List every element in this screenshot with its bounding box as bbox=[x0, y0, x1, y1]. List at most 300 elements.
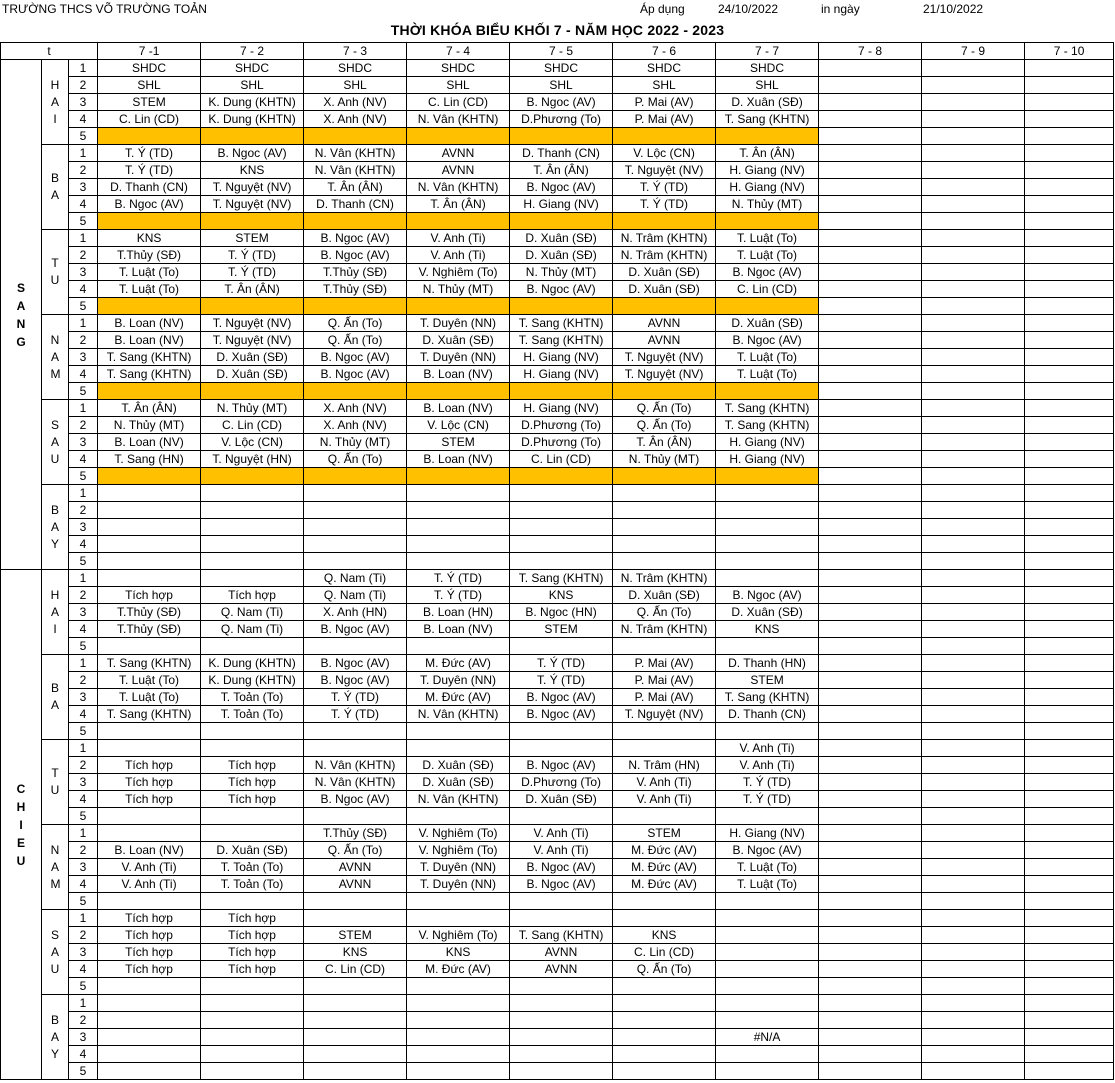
lesson-cell[interactable]: B. Ngoc (AV) bbox=[304, 791, 407, 808]
lesson-cell[interactable] bbox=[1025, 1029, 1114, 1046]
lesson-cell[interactable]: C. Lin (CD) bbox=[510, 451, 613, 468]
lesson-cell[interactable] bbox=[1025, 740, 1114, 757]
lesson-cell[interactable] bbox=[201, 1029, 304, 1046]
lesson-cell[interactable] bbox=[819, 587, 922, 604]
lesson-cell[interactable]: SHDC bbox=[407, 60, 510, 77]
lesson-cell[interactable]: B. Loan (NV) bbox=[407, 400, 510, 417]
lesson-cell[interactable] bbox=[922, 706, 1025, 723]
lesson-cell[interactable] bbox=[613, 468, 716, 485]
lesson-cell[interactable] bbox=[1025, 859, 1114, 876]
lesson-cell[interactable] bbox=[922, 451, 1025, 468]
lesson-cell[interactable]: STEM bbox=[510, 621, 613, 638]
lesson-cell[interactable] bbox=[1025, 995, 1114, 1012]
lesson-cell[interactable] bbox=[304, 978, 407, 995]
lesson-cell[interactable] bbox=[1025, 1046, 1114, 1063]
lesson-cell[interactable] bbox=[922, 1063, 1025, 1080]
lesson-cell[interactable]: D. Xuân (SĐ) bbox=[613, 264, 716, 281]
lesson-cell[interactable] bbox=[510, 468, 613, 485]
lesson-cell[interactable] bbox=[819, 808, 922, 825]
lesson-cell[interactable]: Tích hợp bbox=[98, 927, 201, 944]
lesson-cell[interactable] bbox=[819, 400, 922, 417]
lesson-cell[interactable]: B. Loan (NV) bbox=[407, 451, 510, 468]
lesson-cell[interactable]: T. Nguyệt (NV) bbox=[613, 162, 716, 179]
lesson-cell[interactable]: Tích hợp bbox=[98, 757, 201, 774]
lesson-cell[interactable] bbox=[922, 604, 1025, 621]
lesson-cell[interactable] bbox=[922, 77, 1025, 94]
lesson-cell[interactable] bbox=[922, 264, 1025, 281]
lesson-cell[interactable]: SHL bbox=[304, 77, 407, 94]
lesson-cell[interactable]: B. Ngoc (AV) bbox=[716, 587, 819, 604]
lesson-cell[interactable]: V. Anh (Ti) bbox=[407, 230, 510, 247]
lesson-cell[interactable] bbox=[304, 536, 407, 553]
lesson-cell[interactable] bbox=[201, 502, 304, 519]
lesson-cell[interactable]: T. Toản (To) bbox=[201, 689, 304, 706]
lesson-cell[interactable]: D. Xuân (SĐ) bbox=[716, 315, 819, 332]
lesson-cell[interactable]: Q. Nam (Ti) bbox=[201, 604, 304, 621]
lesson-cell[interactable] bbox=[98, 723, 201, 740]
lesson-cell[interactable] bbox=[98, 485, 201, 502]
lesson-cell[interactable]: M. Đức (AV) bbox=[613, 876, 716, 893]
lesson-cell[interactable] bbox=[819, 519, 922, 536]
lesson-cell[interactable] bbox=[819, 689, 922, 706]
lesson-cell[interactable]: STEM bbox=[304, 927, 407, 944]
lesson-cell[interactable]: C. Lin (CD) bbox=[613, 944, 716, 961]
lesson-cell[interactable]: B. Loan (NV) bbox=[98, 332, 201, 349]
lesson-cell[interactable]: Tích hợp bbox=[201, 910, 304, 927]
lesson-cell[interactable]: N. Thủy (MT) bbox=[716, 196, 819, 213]
lesson-cell[interactable] bbox=[201, 740, 304, 757]
lesson-cell[interactable]: AVNN bbox=[304, 859, 407, 876]
lesson-cell[interactable] bbox=[98, 1029, 201, 1046]
lesson-cell[interactable]: STEM bbox=[98, 94, 201, 111]
lesson-cell[interactable]: V. Anh (Ti) bbox=[407, 247, 510, 264]
lesson-cell[interactable]: B. Ngoc (AV) bbox=[304, 672, 407, 689]
lesson-cell[interactable] bbox=[510, 978, 613, 995]
lesson-cell[interactable] bbox=[407, 808, 510, 825]
lesson-cell[interactable]: AVNN bbox=[407, 162, 510, 179]
lesson-cell[interactable]: T. Toản (To) bbox=[201, 706, 304, 723]
lesson-cell[interactable]: B. Ngoc (AV) bbox=[510, 281, 613, 298]
lesson-cell[interactable] bbox=[922, 417, 1025, 434]
lesson-cell[interactable] bbox=[922, 111, 1025, 128]
lesson-cell[interactable] bbox=[510, 995, 613, 1012]
lesson-cell[interactable]: B. Ngoc (AV) bbox=[716, 332, 819, 349]
lesson-cell[interactable] bbox=[922, 723, 1025, 740]
lesson-cell[interactable] bbox=[922, 502, 1025, 519]
lesson-cell[interactable]: N. Vân (KHTN) bbox=[407, 111, 510, 128]
lesson-cell[interactable] bbox=[922, 60, 1025, 77]
lesson-cell[interactable] bbox=[510, 723, 613, 740]
lesson-cell[interactable] bbox=[922, 570, 1025, 587]
lesson-cell[interactable] bbox=[1025, 366, 1114, 383]
lesson-cell[interactable] bbox=[613, 808, 716, 825]
lesson-cell[interactable]: X. Anh (NV) bbox=[304, 400, 407, 417]
lesson-cell[interactable]: B. Ngoc (AV) bbox=[304, 621, 407, 638]
lesson-cell[interactable]: T. Toản (To) bbox=[201, 859, 304, 876]
lesson-cell[interactable] bbox=[819, 1012, 922, 1029]
lesson-cell[interactable]: D. Xuân (SĐ) bbox=[201, 366, 304, 383]
lesson-cell[interactable] bbox=[613, 485, 716, 502]
lesson-cell[interactable] bbox=[819, 825, 922, 842]
lesson-cell[interactable] bbox=[716, 383, 819, 400]
lesson-cell[interactable] bbox=[1025, 332, 1114, 349]
lesson-cell[interactable] bbox=[613, 553, 716, 570]
lesson-cell[interactable]: D. Xuân (SĐ) bbox=[407, 774, 510, 791]
lesson-cell[interactable] bbox=[510, 298, 613, 315]
lesson-cell[interactable] bbox=[1025, 349, 1114, 366]
lesson-cell[interactable]: AVNN bbox=[304, 876, 407, 893]
lesson-cell[interactable]: AVNN bbox=[613, 332, 716, 349]
lesson-cell[interactable]: KNS bbox=[510, 587, 613, 604]
lesson-cell[interactable] bbox=[716, 978, 819, 995]
lesson-cell[interactable] bbox=[922, 808, 1025, 825]
lesson-cell[interactable]: T. Nguyệt (NV) bbox=[613, 349, 716, 366]
lesson-cell[interactable]: Tích hợp bbox=[201, 791, 304, 808]
lesson-cell[interactable] bbox=[1025, 570, 1114, 587]
lesson-cell[interactable] bbox=[1025, 672, 1114, 689]
lesson-cell[interactable] bbox=[922, 740, 1025, 757]
lesson-cell[interactable]: C. Lin (CD) bbox=[304, 961, 407, 978]
lesson-cell[interactable] bbox=[819, 706, 922, 723]
lesson-cell[interactable]: T. Nguyệt (NV) bbox=[613, 706, 716, 723]
lesson-cell[interactable]: Q. Nam (Ti) bbox=[201, 621, 304, 638]
lesson-cell[interactable]: SHDC bbox=[98, 60, 201, 77]
lesson-cell[interactable] bbox=[98, 519, 201, 536]
lesson-cell[interactable]: T. Luật (To) bbox=[716, 876, 819, 893]
lesson-cell[interactable] bbox=[819, 281, 922, 298]
lesson-cell[interactable] bbox=[201, 468, 304, 485]
lesson-cell[interactable] bbox=[98, 536, 201, 553]
lesson-cell[interactable] bbox=[98, 978, 201, 995]
lesson-cell[interactable] bbox=[922, 944, 1025, 961]
lesson-cell[interactable]: B. Ngoc (AV) bbox=[510, 876, 613, 893]
lesson-cell[interactable] bbox=[407, 1029, 510, 1046]
lesson-cell[interactable]: V. Anh (Ti) bbox=[716, 757, 819, 774]
lesson-cell[interactable] bbox=[716, 927, 819, 944]
lesson-cell[interactable]: T. Sang (KHTN) bbox=[510, 332, 613, 349]
lesson-cell[interactable] bbox=[819, 434, 922, 451]
lesson-cell[interactable] bbox=[98, 808, 201, 825]
lesson-cell[interactable] bbox=[510, 1012, 613, 1029]
lesson-cell[interactable]: KNS bbox=[98, 230, 201, 247]
lesson-cell[interactable] bbox=[201, 485, 304, 502]
lesson-cell[interactable]: Q. Ấn (To) bbox=[304, 451, 407, 468]
lesson-cell[interactable]: D. Thanh (CN) bbox=[304, 196, 407, 213]
lesson-cell[interactable]: AVNN bbox=[510, 944, 613, 961]
lesson-cell[interactable] bbox=[98, 383, 201, 400]
lesson-cell[interactable] bbox=[1025, 604, 1114, 621]
lesson-cell[interactable]: T. Luật (To) bbox=[716, 366, 819, 383]
lesson-cell[interactable]: N. Vân (KHTN) bbox=[304, 162, 407, 179]
lesson-cell[interactable] bbox=[304, 995, 407, 1012]
lesson-cell[interactable] bbox=[510, 553, 613, 570]
lesson-cell[interactable] bbox=[510, 1046, 613, 1063]
lesson-cell[interactable]: T. Duyên (NN) bbox=[407, 349, 510, 366]
lesson-cell[interactable]: T. Nguyệt (NV) bbox=[201, 196, 304, 213]
lesson-cell[interactable] bbox=[922, 213, 1025, 230]
lesson-cell[interactable] bbox=[304, 638, 407, 655]
lesson-cell[interactable] bbox=[613, 502, 716, 519]
lesson-cell[interactable] bbox=[613, 1012, 716, 1029]
lesson-cell[interactable] bbox=[922, 621, 1025, 638]
lesson-cell[interactable] bbox=[1025, 94, 1114, 111]
lesson-cell[interactable]: N. Trâm (KHTN) bbox=[613, 570, 716, 587]
lesson-cell[interactable] bbox=[201, 570, 304, 587]
lesson-cell[interactable] bbox=[819, 791, 922, 808]
lesson-cell[interactable] bbox=[201, 893, 304, 910]
lesson-cell[interactable] bbox=[304, 910, 407, 927]
lesson-cell[interactable]: T. Ân (ÂN) bbox=[510, 162, 613, 179]
lesson-cell[interactable]: D.Phương (To) bbox=[510, 434, 613, 451]
lesson-cell[interactable]: B. Loan (NV) bbox=[98, 315, 201, 332]
lesson-cell[interactable] bbox=[304, 1063, 407, 1080]
lesson-cell[interactable] bbox=[304, 383, 407, 400]
lesson-cell[interactable] bbox=[922, 825, 1025, 842]
lesson-cell[interactable] bbox=[819, 638, 922, 655]
lesson-cell[interactable] bbox=[1025, 706, 1114, 723]
lesson-cell[interactable]: T. Sang (KHTN) bbox=[98, 366, 201, 383]
lesson-cell[interactable]: D. Xuân (SĐ) bbox=[510, 791, 613, 808]
lesson-cell[interactable] bbox=[922, 1029, 1025, 1046]
lesson-cell[interactable]: T. Sang (KHTN) bbox=[98, 655, 201, 672]
lesson-cell[interactable]: T. Sang (KHTN) bbox=[510, 570, 613, 587]
lesson-cell[interactable]: C. Lin (CD) bbox=[407, 94, 510, 111]
lesson-cell[interactable] bbox=[98, 825, 201, 842]
lesson-cell[interactable]: P. Mai (AV) bbox=[613, 672, 716, 689]
lesson-cell[interactable]: T. Ý (TD) bbox=[304, 689, 407, 706]
lesson-cell[interactable]: T. Sang (KHTN) bbox=[510, 315, 613, 332]
lesson-cell[interactable] bbox=[819, 213, 922, 230]
lesson-cell[interactable]: T. Ý (TD) bbox=[201, 264, 304, 281]
lesson-cell[interactable]: H. Giang (NV) bbox=[510, 349, 613, 366]
lesson-cell[interactable] bbox=[304, 1012, 407, 1029]
lesson-cell[interactable] bbox=[716, 502, 819, 519]
lesson-cell[interactable] bbox=[1025, 944, 1114, 961]
lesson-cell[interactable] bbox=[922, 876, 1025, 893]
lesson-cell[interactable]: N. Thủy (MT) bbox=[510, 264, 613, 281]
lesson-cell[interactable] bbox=[716, 944, 819, 961]
lesson-cell[interactable] bbox=[716, 213, 819, 230]
lesson-cell[interactable] bbox=[510, 1029, 613, 1046]
lesson-cell[interactable]: D. Xuân (SĐ) bbox=[201, 842, 304, 859]
lesson-cell[interactable]: T. Duyên (NN) bbox=[407, 876, 510, 893]
lesson-cell[interactable]: T. Ý (TD) bbox=[613, 196, 716, 213]
lesson-cell[interactable] bbox=[201, 553, 304, 570]
lesson-cell[interactable]: T. Luật (To) bbox=[98, 281, 201, 298]
lesson-cell[interactable] bbox=[819, 774, 922, 791]
lesson-cell[interactable]: N. Trâm (KHTN) bbox=[613, 230, 716, 247]
lesson-cell[interactable] bbox=[922, 145, 1025, 162]
lesson-cell[interactable] bbox=[819, 655, 922, 672]
lesson-cell[interactable]: Q. Ấn (To) bbox=[304, 315, 407, 332]
lesson-cell[interactable] bbox=[98, 213, 201, 230]
lesson-cell[interactable]: P. Mai (AV) bbox=[613, 689, 716, 706]
lesson-cell[interactable] bbox=[1025, 757, 1114, 774]
lesson-cell[interactable]: D.Phương (To) bbox=[510, 774, 613, 791]
lesson-cell[interactable] bbox=[716, 128, 819, 145]
lesson-cell[interactable] bbox=[819, 876, 922, 893]
lesson-cell[interactable] bbox=[407, 910, 510, 927]
lesson-cell[interactable] bbox=[819, 536, 922, 553]
lesson-cell[interactable] bbox=[407, 128, 510, 145]
lesson-cell[interactable] bbox=[922, 383, 1025, 400]
lesson-cell[interactable] bbox=[407, 468, 510, 485]
lesson-cell[interactable]: T. Ân (ÂN) bbox=[407, 196, 510, 213]
lesson-cell[interactable] bbox=[716, 536, 819, 553]
lesson-cell[interactable]: T.Thủy (SĐ) bbox=[98, 247, 201, 264]
lesson-cell[interactable] bbox=[407, 893, 510, 910]
lesson-cell[interactable]: SHDC bbox=[716, 60, 819, 77]
lesson-cell[interactable] bbox=[819, 570, 922, 587]
lesson-cell[interactable]: H. Giang (NV) bbox=[716, 451, 819, 468]
lesson-cell[interactable]: T. Duyên (NN) bbox=[407, 672, 510, 689]
lesson-cell[interactable] bbox=[98, 298, 201, 315]
lesson-cell[interactable]: H. Giang (NV) bbox=[510, 366, 613, 383]
lesson-cell[interactable] bbox=[922, 910, 1025, 927]
lesson-cell[interactable]: V. Nghiêm (To) bbox=[407, 842, 510, 859]
lesson-cell[interactable] bbox=[407, 213, 510, 230]
lesson-cell[interactable]: T. Ý (TD) bbox=[716, 774, 819, 791]
lesson-cell[interactable]: T. Ý (TD) bbox=[201, 247, 304, 264]
lesson-cell[interactable] bbox=[819, 298, 922, 315]
lesson-cell[interactable]: H. Giang (NV) bbox=[510, 400, 613, 417]
lesson-cell[interactable]: SHL bbox=[407, 77, 510, 94]
lesson-cell[interactable]: C. Lin (CD) bbox=[716, 281, 819, 298]
lesson-cell[interactable] bbox=[819, 111, 922, 128]
lesson-cell[interactable]: T. Ân (ÂN) bbox=[304, 179, 407, 196]
lesson-cell[interactable] bbox=[819, 315, 922, 332]
lesson-cell[interactable]: T. Luật (To) bbox=[98, 689, 201, 706]
lesson-cell[interactable] bbox=[613, 740, 716, 757]
lesson-cell[interactable] bbox=[1025, 961, 1114, 978]
lesson-cell[interactable]: P. Mai (AV) bbox=[613, 94, 716, 111]
lesson-cell[interactable] bbox=[819, 451, 922, 468]
lesson-cell[interactable] bbox=[510, 740, 613, 757]
lesson-cell[interactable]: Q. Ấn (To) bbox=[304, 842, 407, 859]
lesson-cell[interactable] bbox=[613, 893, 716, 910]
lesson-cell[interactable] bbox=[613, 978, 716, 995]
lesson-cell[interactable]: T. Luật (To) bbox=[98, 672, 201, 689]
lesson-cell[interactable] bbox=[407, 638, 510, 655]
lesson-cell[interactable]: M. Đức (AV) bbox=[407, 689, 510, 706]
lesson-cell[interactable] bbox=[510, 910, 613, 927]
lesson-cell[interactable] bbox=[1025, 451, 1114, 468]
lesson-cell[interactable] bbox=[716, 519, 819, 536]
lesson-cell[interactable]: B. Ngoc (AV) bbox=[716, 264, 819, 281]
lesson-cell[interactable] bbox=[922, 995, 1025, 1012]
lesson-cell[interactable] bbox=[98, 570, 201, 587]
lesson-cell[interactable] bbox=[819, 94, 922, 111]
lesson-cell[interactable] bbox=[819, 230, 922, 247]
lesson-cell[interactable]: #N/A bbox=[716, 1029, 819, 1046]
lesson-cell[interactable] bbox=[201, 723, 304, 740]
lesson-cell[interactable]: Tích hợp bbox=[201, 757, 304, 774]
lesson-cell[interactable]: K. Dung (KHTN) bbox=[201, 672, 304, 689]
lesson-cell[interactable] bbox=[201, 825, 304, 842]
lesson-cell[interactable]: T. Sang (KHTN) bbox=[716, 689, 819, 706]
lesson-cell[interactable]: Tích hợp bbox=[98, 791, 201, 808]
lesson-cell[interactable]: V. Lộc (CN) bbox=[613, 145, 716, 162]
lesson-cell[interactable] bbox=[922, 94, 1025, 111]
lesson-cell[interactable] bbox=[819, 944, 922, 961]
lesson-cell[interactable]: D. Thanh (HN) bbox=[716, 655, 819, 672]
lesson-cell[interactable]: K. Dung (KHTN) bbox=[201, 111, 304, 128]
lesson-cell[interactable] bbox=[201, 1046, 304, 1063]
lesson-cell[interactable] bbox=[98, 128, 201, 145]
lesson-cell[interactable] bbox=[716, 723, 819, 740]
lesson-cell[interactable]: N. Vân (KHTN) bbox=[304, 774, 407, 791]
lesson-cell[interactable] bbox=[304, 298, 407, 315]
lesson-cell[interactable]: T. Ý (TD) bbox=[510, 655, 613, 672]
lesson-cell[interactable] bbox=[922, 230, 1025, 247]
lesson-cell[interactable]: T.Thủy (SĐ) bbox=[304, 825, 407, 842]
lesson-cell[interactable] bbox=[1025, 553, 1114, 570]
lesson-cell[interactable]: KNS bbox=[407, 944, 510, 961]
lesson-cell[interactable] bbox=[716, 638, 819, 655]
lesson-cell[interactable] bbox=[819, 995, 922, 1012]
lesson-cell[interactable] bbox=[1025, 842, 1114, 859]
lesson-cell[interactable]: STEM bbox=[407, 434, 510, 451]
lesson-cell[interactable] bbox=[1025, 400, 1114, 417]
lesson-cell[interactable] bbox=[922, 927, 1025, 944]
lesson-cell[interactable]: T.Thủy (SĐ) bbox=[98, 604, 201, 621]
lesson-cell[interactable] bbox=[1025, 519, 1114, 536]
lesson-cell[interactable]: T. Duyên (NN) bbox=[407, 315, 510, 332]
lesson-cell[interactable]: KNS bbox=[613, 927, 716, 944]
lesson-cell[interactable]: D. Xuân (SĐ) bbox=[716, 604, 819, 621]
lesson-cell[interactable]: T.Thủy (SĐ) bbox=[304, 281, 407, 298]
lesson-cell[interactable] bbox=[922, 400, 1025, 417]
lesson-cell[interactable] bbox=[1025, 621, 1114, 638]
lesson-cell[interactable]: B. Ngoc (AV) bbox=[304, 366, 407, 383]
lesson-cell[interactable]: D. Thanh (CN) bbox=[716, 706, 819, 723]
lesson-cell[interactable] bbox=[1025, 774, 1114, 791]
lesson-cell[interactable] bbox=[922, 1046, 1025, 1063]
lesson-cell[interactable]: T. Luật (To) bbox=[98, 264, 201, 281]
lesson-cell[interactable]: T.Thủy (SĐ) bbox=[98, 621, 201, 638]
lesson-cell[interactable] bbox=[922, 434, 1025, 451]
lesson-cell[interactable]: SHL bbox=[716, 77, 819, 94]
lesson-cell[interactable]: T. Nguyệt (HN) bbox=[201, 451, 304, 468]
lesson-cell[interactable]: Q. Ấn (To) bbox=[613, 400, 716, 417]
lesson-cell[interactable] bbox=[304, 893, 407, 910]
lesson-cell[interactable] bbox=[922, 247, 1025, 264]
lesson-cell[interactable] bbox=[510, 536, 613, 553]
lesson-cell[interactable]: KNS bbox=[201, 162, 304, 179]
lesson-cell[interactable] bbox=[922, 774, 1025, 791]
lesson-cell[interactable]: N. Vân (KHTN) bbox=[407, 179, 510, 196]
lesson-cell[interactable] bbox=[1025, 876, 1114, 893]
lesson-cell[interactable]: V. Anh (Ti) bbox=[716, 740, 819, 757]
lesson-cell[interactable]: B. Ngoc (AV) bbox=[510, 706, 613, 723]
lesson-cell[interactable] bbox=[1025, 723, 1114, 740]
lesson-cell[interactable] bbox=[407, 740, 510, 757]
lesson-cell[interactable] bbox=[922, 842, 1025, 859]
lesson-cell[interactable] bbox=[304, 553, 407, 570]
lesson-cell[interactable]: X. Anh (HN) bbox=[304, 604, 407, 621]
lesson-cell[interactable] bbox=[98, 1012, 201, 1029]
lesson-cell[interactable] bbox=[407, 536, 510, 553]
lesson-cell[interactable]: C. Lin (CD) bbox=[98, 111, 201, 128]
lesson-cell[interactable] bbox=[407, 1012, 510, 1029]
lesson-cell[interactable]: N. Thủy (MT) bbox=[613, 451, 716, 468]
lesson-cell[interactable]: B. Ngoc (AV) bbox=[304, 230, 407, 247]
lesson-cell[interactable] bbox=[819, 332, 922, 349]
lesson-cell[interactable] bbox=[1025, 60, 1114, 77]
lesson-cell[interactable] bbox=[716, 298, 819, 315]
lesson-cell[interactable]: KNS bbox=[716, 621, 819, 638]
lesson-cell[interactable] bbox=[819, 383, 922, 400]
